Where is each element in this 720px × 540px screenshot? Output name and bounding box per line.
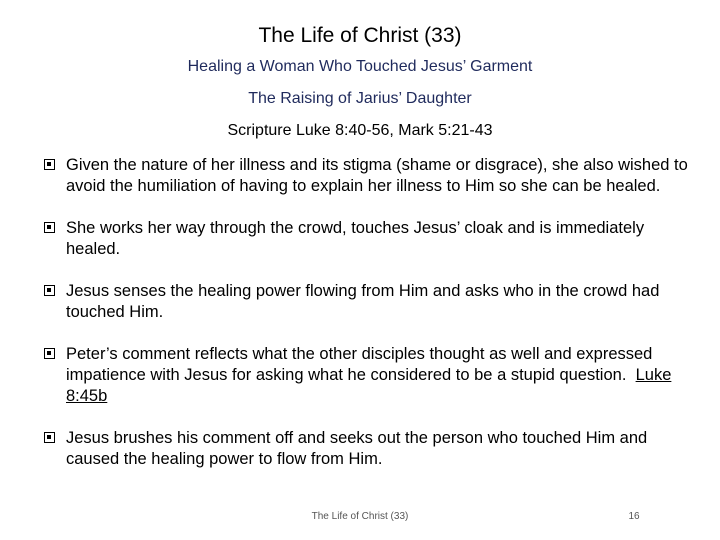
bullet-item [44, 344, 694, 407]
subtitle-healing: Healing a Woman Who Touched Jesus’ Garment [187, 58, 533, 75]
bullet-item [44, 428, 694, 470]
bullet-list [44, 155, 694, 491]
bullet-text: Jesus brushes his comment off and seeks out the person who touched Him and caused the healing power to flow from Him. [66, 429, 648, 468]
scripture-reference: Scripture Luke 8:40-56, Mark 5:21-43 [227, 122, 493, 139]
bullet-text: She works her way through the crowd, touches Jesus’ cloak and is immediately healed. [66, 219, 645, 258]
checkbox-bullet-icon [44, 432, 55, 443]
footer-title: The Life of Christ (33) [311, 511, 409, 522]
bullet-text: Jesus senses the healing power flowing from Him and asks who in the crowd had touched Him. [66, 282, 660, 321]
checkbox-bullet-icon [44, 348, 55, 359]
bullet-item [44, 218, 694, 260]
bullet-text: Peter’s comment reflects what the other disciples thought as well and expressed impatience with Jesus for asking what he considered to be a stupid question. [66, 345, 653, 384]
checkbox-bullet-icon [44, 159, 55, 170]
bullet-item [44, 281, 694, 323]
slide-title: The Life of Christ (33) [258, 24, 462, 47]
page-number: 16 [628, 511, 640, 522]
checkbox-bullet-icon [44, 285, 55, 296]
bullet-text: Given the nature of her illness and its stigma (shame or disgrace), she also wished to avoid the humiliation of having to explain her illness to Him so she can be healed. [66, 156, 688, 195]
bullet-item [44, 155, 694, 197]
checkbox-bullet-icon [44, 222, 55, 233]
subtitle-raising: The Raising of Jarius’ Daughter [248, 90, 472, 107]
scripture-link[interactable]: Luke 8:45b [66, 366, 672, 405]
